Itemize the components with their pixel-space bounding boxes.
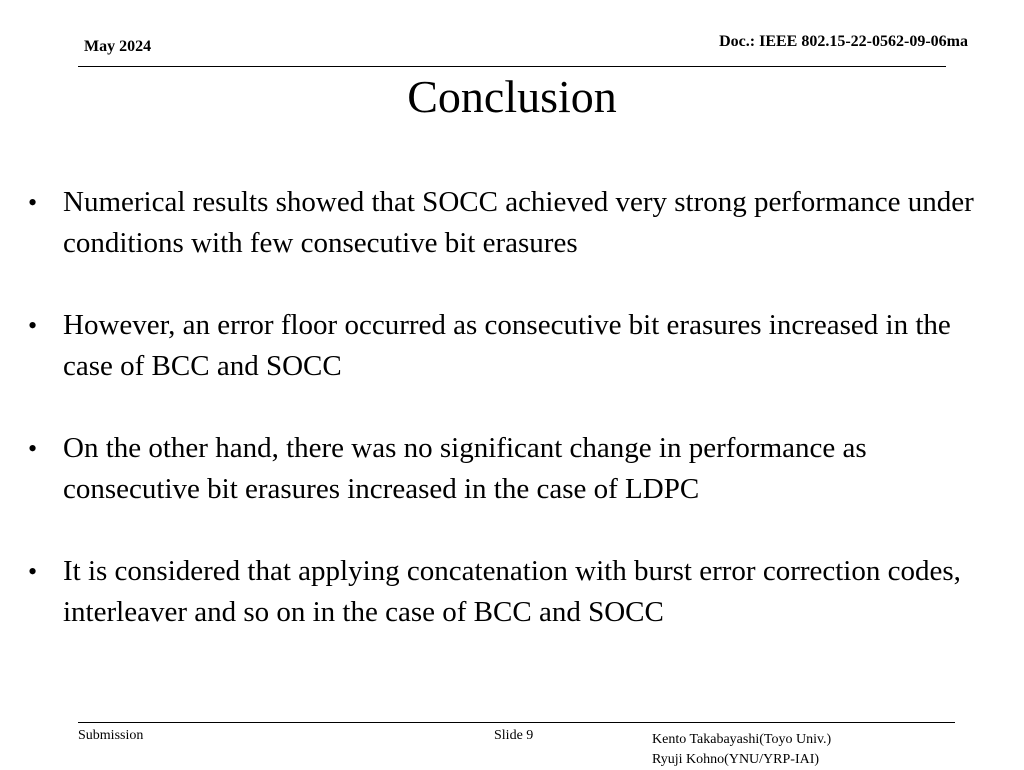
document-id: Doc.: IEEE 802.15-22-0562-09-06ma bbox=[719, 33, 968, 50]
author-line: Ryuji Kohno(YNU/YRP-IAI) bbox=[652, 752, 820, 767]
footer-divider bbox=[78, 722, 955, 723]
bullet-item bbox=[28, 551, 988, 633]
bullet-text: Numerical results showed that SOCC achieved very strong performance under conditions with few consecutive bit erasures bbox=[63, 186, 974, 259]
bullet-marker: • bbox=[28, 188, 38, 217]
bullet-marker: • bbox=[28, 434, 38, 463]
header-date: May 2024 bbox=[84, 38, 152, 55]
slide-title: Conclusion bbox=[407, 71, 617, 122]
bullet-marker: • bbox=[28, 311, 38, 340]
bullet-text: It is considered that applying concatenation with burst error correction codes, interleaver and so on in the case of BCC and SOCC bbox=[63, 555, 961, 628]
bullet-marker: • bbox=[28, 557, 38, 586]
header-divider bbox=[78, 66, 946, 67]
slide-number: Slide 9 bbox=[494, 728, 534, 743]
bullet-text: On the other hand, there was no significant change in performance as consecutive bit erasures increased in the case of LDPC bbox=[63, 432, 867, 505]
bullet-item bbox=[28, 182, 988, 264]
bullet-text: However, an error floor occurred as consecutive bit erasures increased in the case of BCC and SOCC bbox=[63, 309, 951, 382]
bullet-list bbox=[28, 182, 988, 674]
bullet-item bbox=[28, 428, 988, 510]
footer-authors bbox=[652, 730, 831, 770]
author-line: Kento Takabayashi(Toyo Univ.) bbox=[652, 732, 832, 747]
bullet-item bbox=[28, 305, 988, 387]
footer-submission: Submission bbox=[78, 728, 144, 743]
